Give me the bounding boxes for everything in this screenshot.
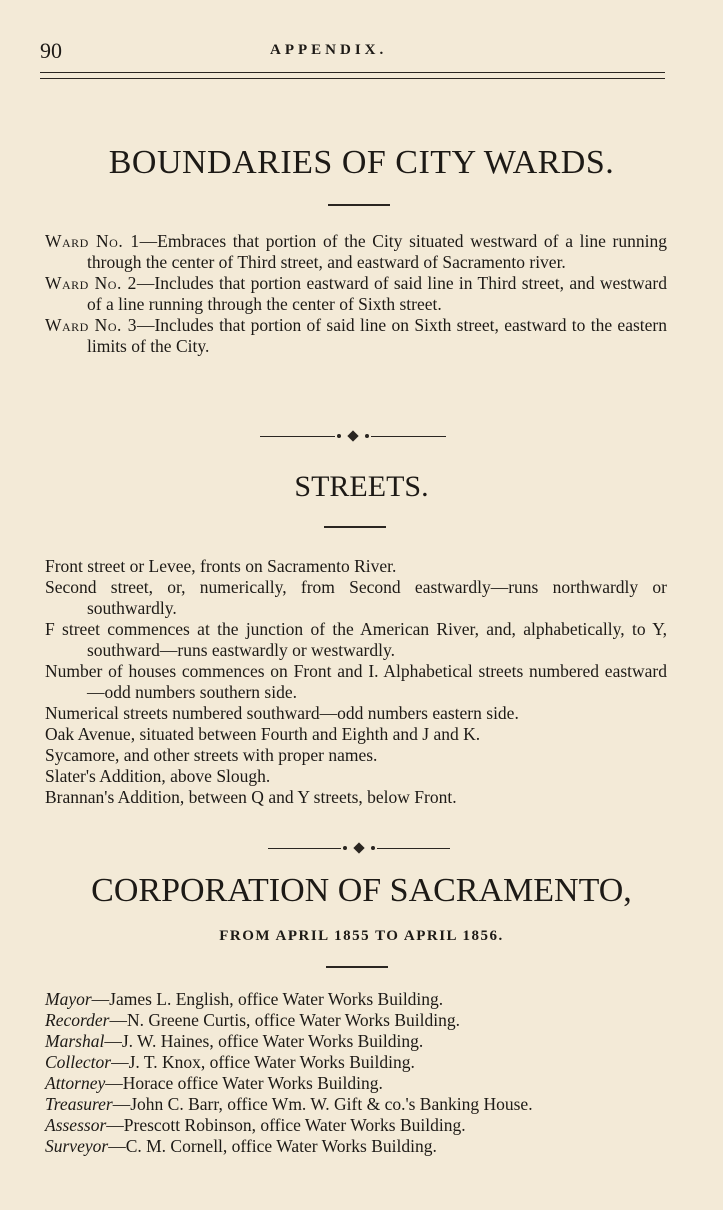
officer-role: Collector (45, 1052, 112, 1072)
officer-text: —James L. English, office Water Works Building. (91, 989, 444, 1009)
street-line: Sycamore, and other streets with proper names. (45, 745, 378, 765)
wards-title-rule (328, 204, 390, 206)
ward-text: —Includes that portion of said line on Sixth street, eastward to the eastern limits of the City. (87, 315, 667, 356)
corporation-subtitle: FROM APRIL 1855 TO APRIL 1856. (219, 928, 504, 944)
ward-text: —Includes that portion eastward of said line in Third street, and westward of a line running through the center of Sixth street. (87, 273, 667, 314)
officer-text: —J. T. Knox, office Water Works Building. (111, 1052, 415, 1072)
page-header (40, 38, 670, 68)
section-ornament (260, 430, 446, 442)
officer-line (45, 1052, 667, 1073)
wards-title: BOUNDARIES OF CITY WARDS. (108, 144, 615, 181)
ward-entry (45, 231, 667, 273)
officer-role: Surveyor (45, 1136, 109, 1156)
officer-text: —Horace office Water Works Building. (105, 1073, 383, 1093)
officer-role: Assessor (45, 1115, 107, 1135)
officer-text: —John C. Barr, office Wm. W. Gift & co.'s Banking House. (112, 1094, 533, 1114)
officer-text: —Prescott Robinson, office Water Works Building. (106, 1115, 466, 1135)
street-line: Front street or Levee, fronts on Sacramento River. (45, 556, 397, 576)
officer-role: Marshal (45, 1031, 105, 1051)
officer-line (45, 989, 667, 1010)
officer-line (45, 1136, 667, 1157)
officer-role: Attorney (45, 1073, 106, 1093)
ward-label: Ward No. 3 (45, 315, 137, 335)
ward-entry (45, 273, 667, 315)
corporation-title-rule (326, 966, 388, 968)
officers-section (45, 989, 667, 1157)
officer-line (45, 1031, 667, 1052)
streets-section (45, 556, 667, 808)
ward-label: Ward No. 1 (45, 231, 140, 251)
officer-text: —C. M. Cornell, office Water Works Building. (108, 1136, 437, 1156)
officer-line (45, 1073, 667, 1094)
corporation-title: CORPORATION OF SACRAMENTO, (91, 872, 632, 909)
wards-section (45, 231, 667, 357)
officer-role: Recorder (45, 1010, 110, 1030)
officer-role: Mayor (45, 989, 92, 1009)
officer-line (45, 1010, 667, 1031)
section-ornament (268, 842, 450, 854)
header-rule (40, 72, 665, 79)
officer-text: —N. Greene Curtis, office Water Works Building. (109, 1010, 460, 1030)
officer-role: Treasurer (45, 1094, 113, 1114)
street-line: Number of houses commences on Front and I. Alphabetical streets numbered eastward—odd numbers southern side. (45, 661, 667, 702)
street-line: Slater's Addition, above Slough. (45, 766, 271, 786)
streets-title-rule (324, 526, 386, 528)
ward-text: —Embraces that portion of the City situated westward of a line running through the center of Third street, and eastward of Sacramento river. (87, 231, 667, 272)
street-line: Brannan's Addition, between Q and Y streets, below Front. (45, 787, 457, 807)
ward-label: Ward No. 2 (45, 273, 137, 293)
officer-line (45, 1115, 667, 1136)
street-line: Oak Avenue, situated between Fourth and Eighth and J and K. (45, 724, 481, 744)
page-number: 90 (40, 38, 62, 63)
street-line: Second street, or, numerically, from Second eastwardly—runs northwardly or southwardly. (45, 577, 667, 618)
officer-line (45, 1094, 667, 1115)
running-head: APPENDIX. (270, 42, 388, 58)
street-line: F street commences at the junction of the American River, and, alphabetically, to Y, southward—runs eastwardly or westwardly. (45, 619, 667, 660)
streets-title: STREETS. (294, 470, 429, 503)
officer-text: —J. W. Haines, office Water Works Building. (104, 1031, 424, 1051)
street-line: Numerical streets numbered southward—odd numbers eastern side. (45, 703, 519, 723)
ward-entry (45, 315, 667, 357)
